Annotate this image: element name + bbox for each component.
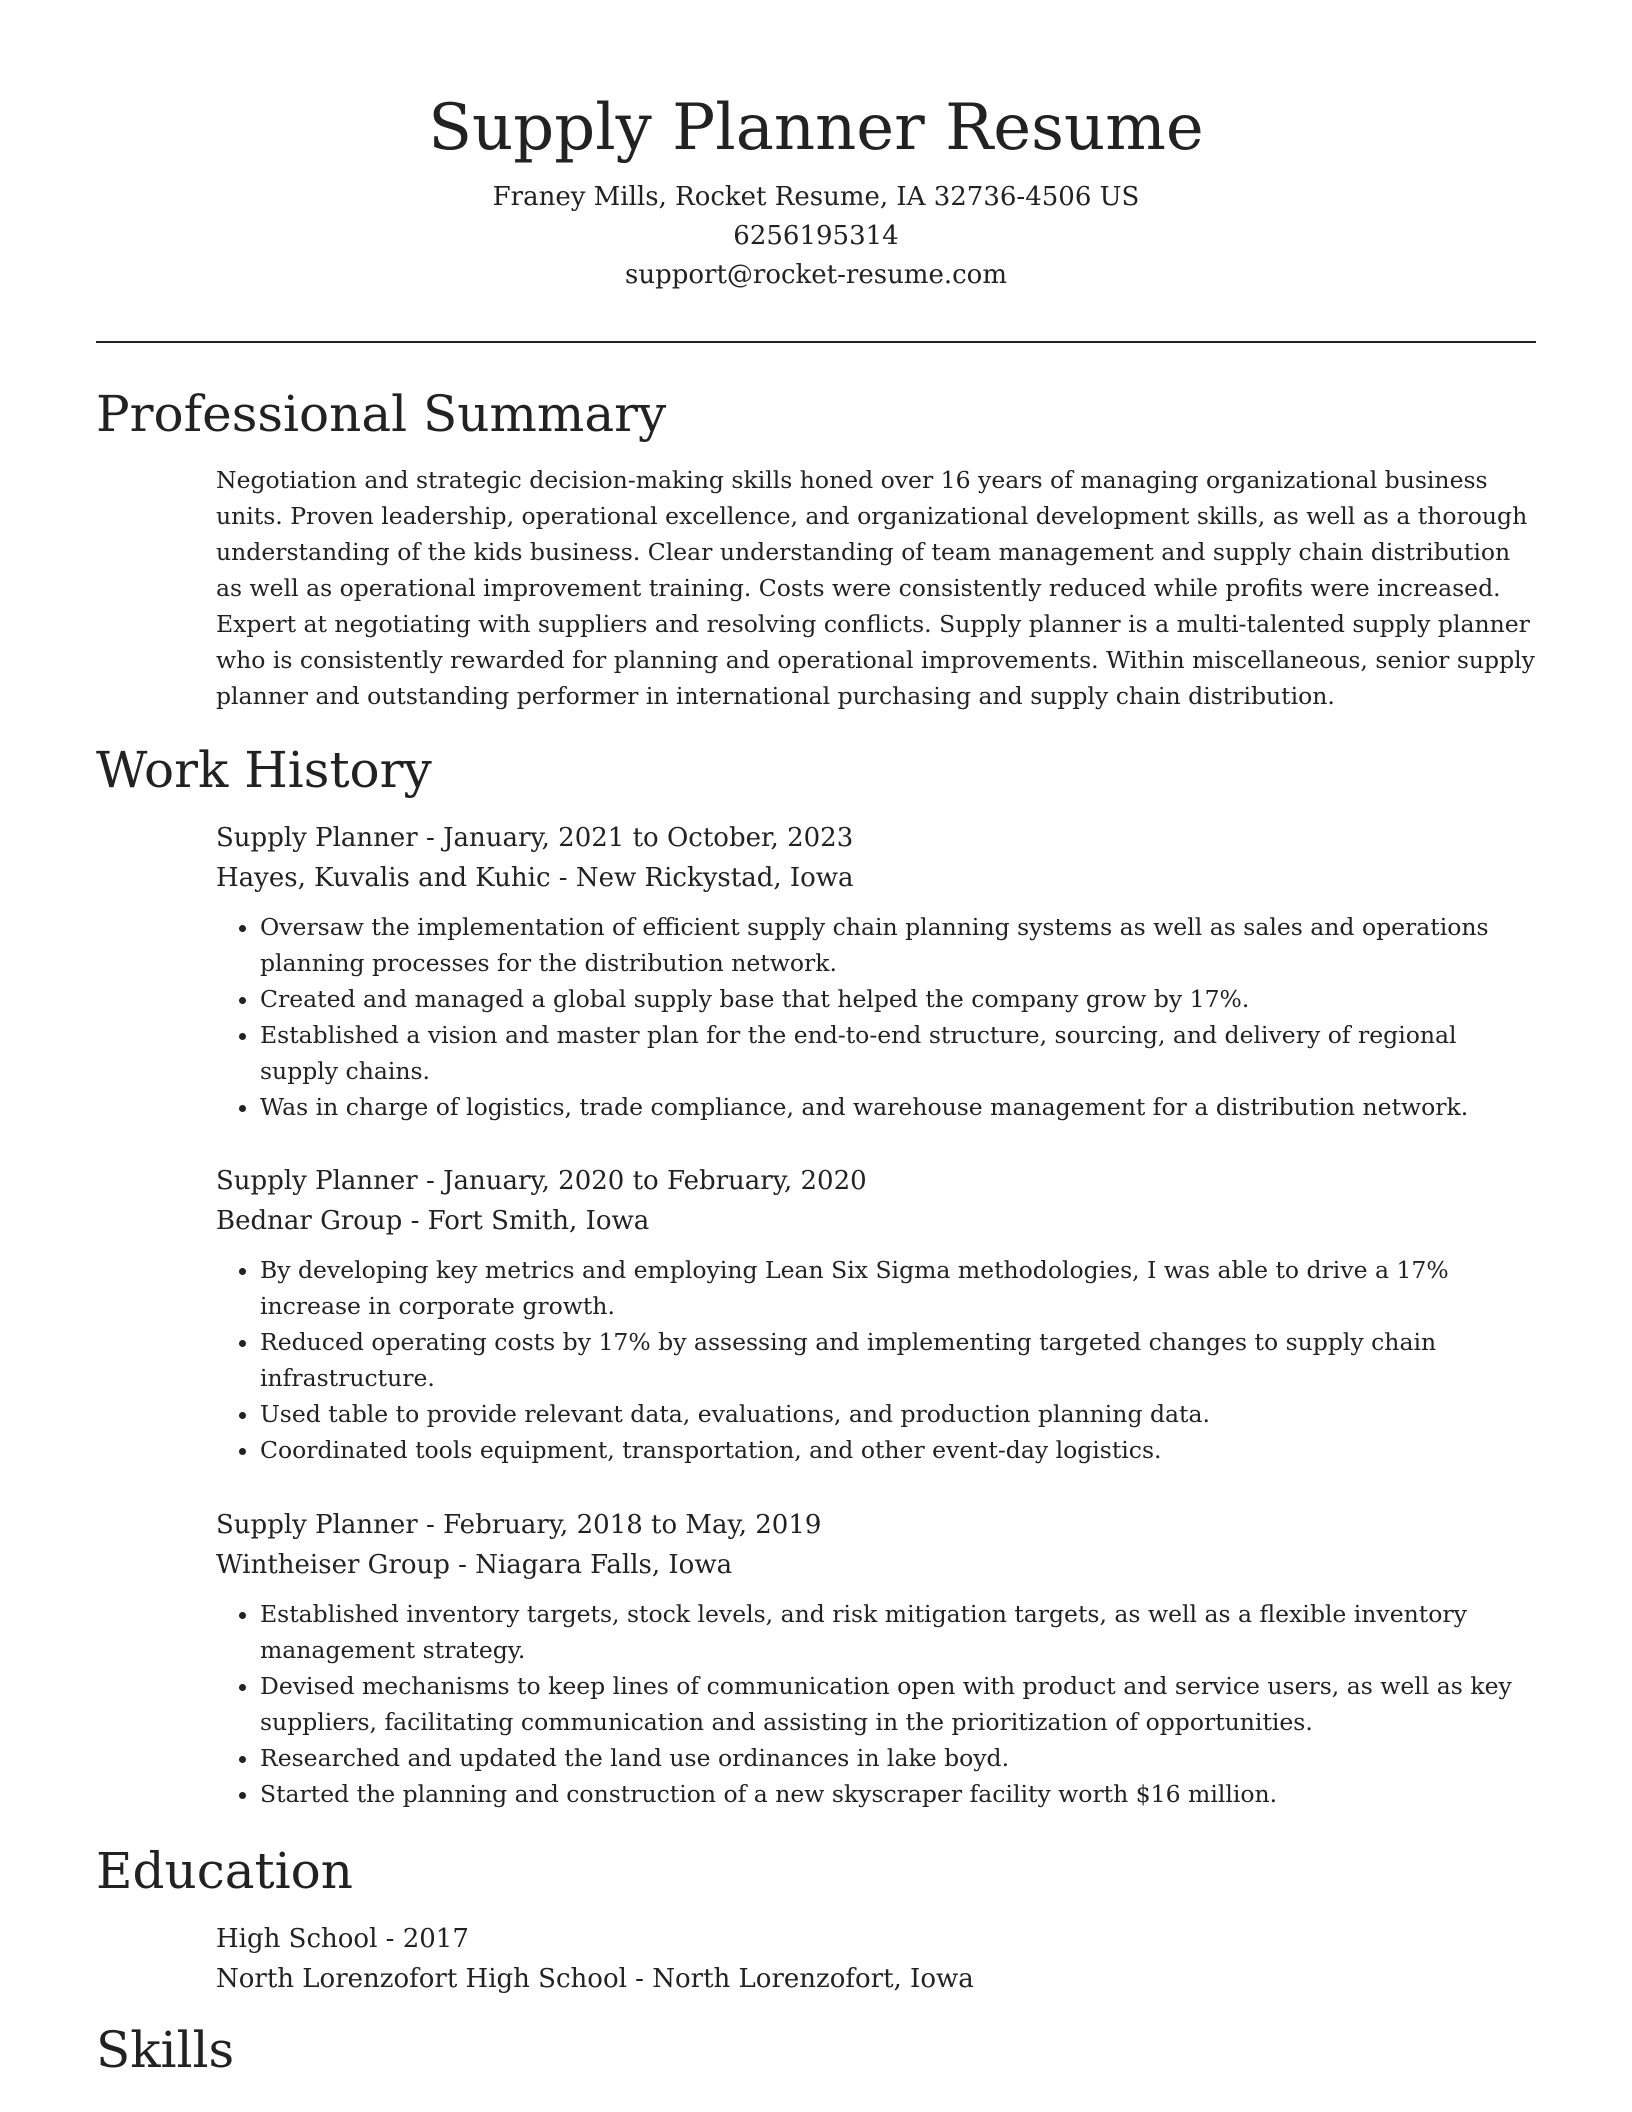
- education-entry: [216, 1919, 1536, 1999]
- separator: -: [417, 1166, 444, 1196]
- job-bullets: [216, 909, 1536, 1125]
- bullet-item: • Started the planning and construction of a new skyscraper facility worth $16 million.: [260, 1776, 1536, 1812]
- header-divider: [96, 341, 1536, 343]
- bullet-item: • Oversaw the implementation of efficient supply chain planning systems as well as sales and operations planning processes for the distribution network.: [260, 909, 1536, 981]
- job-title-line: [216, 818, 1536, 858]
- job-dates: January, 2021 to October, 2023: [443, 823, 854, 853]
- bullet-item: • Reduced operating costs by 17% by assessing and implementing targeted changes to supply chain infrastructure.: [260, 1324, 1536, 1396]
- work-history-heading: Work History: [96, 741, 432, 799]
- job-company: Wintheiser Group: [216, 1550, 450, 1580]
- job-entry: [216, 1505, 1536, 1812]
- job-dates: January, 2020 to February, 2020: [443, 1166, 867, 1196]
- contact-phone: 6256195314: [733, 221, 899, 251]
- separator: -: [417, 823, 444, 853]
- job-title: Supply Planner: [216, 823, 418, 853]
- separator: -: [449, 1550, 476, 1580]
- job-company-line: [216, 1545, 1536, 1585]
- summary-text: Negotiation and strategic decision-making skills honed over 16 years of managing organizational business units. Proven leadership, operational excellence, and organizational development skills, as well as a thorough understanding of the kids business. Clear understanding of team management and supply chain distribution as well as operational improvement training. Costs were consistently reduced while profits were increased. Expert at negotiating with suppliers and resolving conflicts. Supply planner is a multi-talented supply planner who is consistently rewarded for planning and operational improvements. Within miscellaneous, senior supply planner and outstanding performer in international purchasing and supply chain distribution.: [216, 466, 1535, 710]
- job-company-line: [216, 1201, 1536, 1241]
- job-location: New Rickystad, Iowa: [575, 863, 854, 893]
- job-bullets: [216, 1252, 1536, 1468]
- job-title-line: [216, 1505, 1536, 1545]
- bullet-item: • Created and managed a global supply base that helped the company grow by 17%.: [260, 981, 1536, 1017]
- bullet-item: • Established a vision and master plan for the end-to-end structure, sourcing, and delivery of regional supply chains.: [260, 1017, 1536, 1089]
- education-heading: Education: [96, 1842, 353, 1900]
- job-location: Niagara Falls, Iowa: [475, 1550, 733, 1580]
- job-bullets: [216, 1596, 1536, 1812]
- bullet-item: • Used table to provide relevant data, evaluations, and production planning data.: [260, 1396, 1536, 1432]
- resume-header: [96, 84, 1536, 295]
- education-degree-line: [216, 1919, 1536, 1959]
- separator: -: [417, 1510, 444, 1540]
- bullet-item: • Was in charge of logistics, trade compliance, and warehouse management for a distribution network.: [260, 1089, 1536, 1125]
- skills-heading: Skills: [96, 2021, 235, 2079]
- education-year: 2017: [402, 1924, 469, 1954]
- contact-address: Franey Mills, Rocket Resume, IA 32736-4506 US: [492, 182, 1140, 212]
- education-school: North Lorenzofort High School: [216, 1964, 627, 1994]
- bullet-item: • Coordinated tools equipment, transportation, and other event-day logistics.: [260, 1432, 1536, 1468]
- job-title: Supply Planner: [216, 1510, 418, 1540]
- separator: -: [377, 1924, 403, 1954]
- bullet-item: • Established inventory targets, stock levels, and risk mitigation targets, as well as a flexible inventory management strategy.: [260, 1596, 1536, 1668]
- job-title-line: [216, 1161, 1536, 1201]
- job-company: Hayes, Kuvalis and Kuhic: [216, 863, 551, 893]
- separator: -: [626, 1964, 653, 1994]
- separator: -: [550, 863, 576, 893]
- job-entry: [216, 818, 1536, 1125]
- education-location: North Lorenzofort, Iowa: [652, 1964, 974, 1994]
- job-dates: February, 2018 to May, 2019: [443, 1510, 822, 1540]
- bullet-item: • Devised mechanisms to keep lines of communication open with product and service users, as well as key suppliers, facilitating communication and assisting in the prioritization of opportunities.: [260, 1668, 1536, 1740]
- job-entry: [216, 1161, 1536, 1468]
- job-company-line: [216, 858, 1536, 898]
- job-title: Supply Planner: [216, 1166, 418, 1196]
- job-company: Bednar Group: [216, 1206, 403, 1236]
- resume-title: Supply Planner Resume: [428, 91, 1204, 165]
- bullet-item: • Researched and updated the land use ordinances in lake boyd.: [260, 1740, 1536, 1776]
- education-degree: High School: [216, 1924, 378, 1954]
- job-location: Fort Smith, Iowa: [427, 1206, 650, 1236]
- separator: -: [402, 1206, 428, 1236]
- summary-heading: Professional Summary: [96, 385, 667, 443]
- education-school-line: [216, 1959, 1536, 1999]
- bullet-item: • By developing key metrics and employing Lean Six Sigma methodologies, I was able to drive a 17% increase in corporate growth.: [260, 1252, 1536, 1324]
- contact-email: support@rocket-resume.com: [624, 260, 1007, 290]
